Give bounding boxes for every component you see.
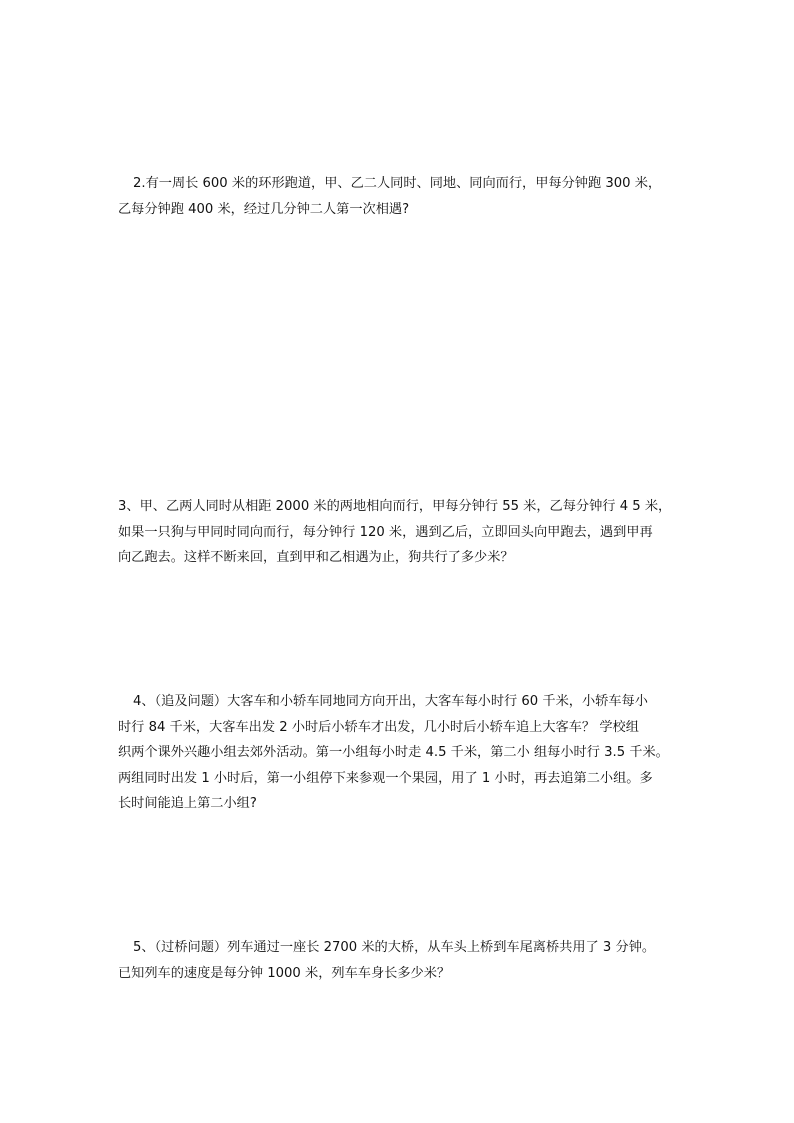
problem-2-line-1: 2.有一周长 600 米的环形跑道，甲、乙二人同时、同地、同向而行，甲每分钟跑 300 米， [133, 176, 662, 191]
problem-4-line-2: 时行 84 千米，大客车出发 2 小时后小轿车才出发，几小时后小轿车追上大客车？ 学校组 [118, 719, 639, 735]
problem-4 [118, 689, 680, 817]
problem-2 [118, 171, 680, 222]
problem-4-line-4: 两组同时出发 1 小时后，第一小组停下来参观一个果园，用了 1 小时，再去追第二小组。多 [118, 770, 653, 786]
problem-4-line-5: 长时间能追上第二小组? [118, 796, 257, 811]
problem-3-line-2: 如果一只狗与甲同时同向而行，每分钟行 120 米，遇到乙后，立即回头向甲跑去，遇到甲再 [118, 524, 653, 540]
problem-2-line-2: 乙每分钟跑 400 米，经过几分钟二人第一次相遇? [118, 201, 410, 217]
problem-5-line-2: 已知列车的速度是每分钟 1000 米，列车车身长多少米？ [118, 965, 451, 981]
problem-3-line-1: 3、甲、乙两人同时从相距 2000 米的两地相向而行，甲每分钟行 55 米，乙每分钟行 4 5 米， [118, 499, 672, 514]
problem-5-line-1: 5、（过桥问题）列车通过一座长 2700 米的大桥，从车头上桥到车尾离桥共用了 3 分钟。 [133, 940, 656, 955]
problem-3 [118, 494, 680, 571]
problem-4-line-3: 织两个课外兴趣小组去郊外活动。第一小组每小时走 4.5 千米，第二小 组每小时行 3.5 千米。 [118, 745, 669, 760]
problem-4-line-1: 4、（追及问题）大客车和小轿车同地同方向开出，大客车每小时行 60 千米，小轿车每小 [133, 694, 648, 709]
problem-3-line-3: 向乙跑去。这样不断来回，直到甲和乙相遇为止，狗共行了多少米？ [118, 550, 514, 565]
problem-5 [118, 935, 680, 986]
